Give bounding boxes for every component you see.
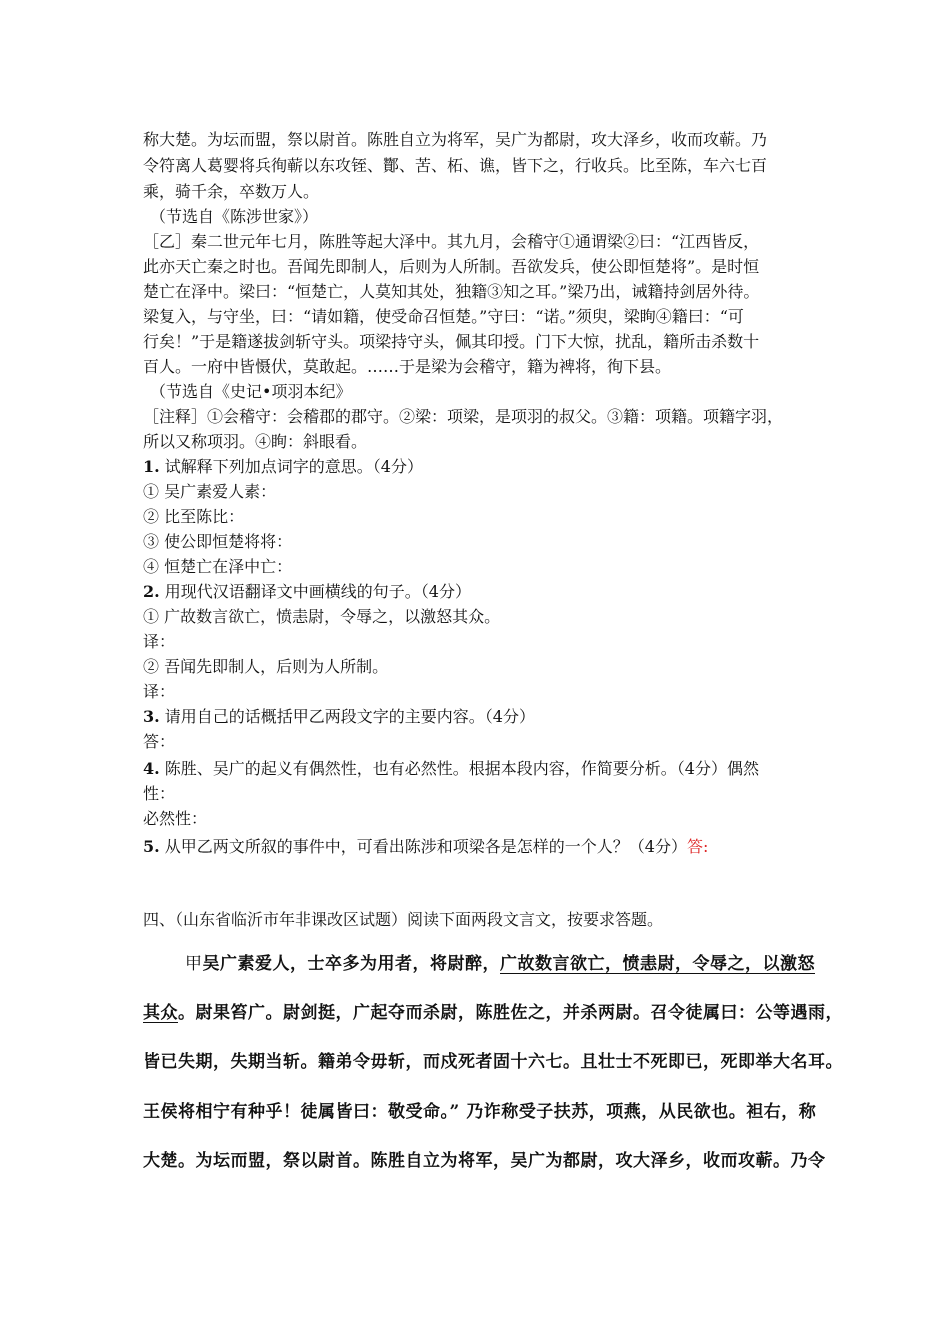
passage-a2-line-1-plain: 吴广素爱人，士卒多为用者，将尉醉， bbox=[202, 954, 500, 974]
passage-a-tail-line-1: 称大楚。为坛而盟，祭以尉首。陈胜自立为将军，吴广为都尉，攻大泽乡，收而攻蕲。乃 bbox=[143, 130, 768, 149]
question-3-text: 请用自己的话概括甲乙两段文字的主要内容。（4分） bbox=[159, 707, 535, 726]
question-2-number: 2. bbox=[143, 582, 160, 601]
question-2-translation-1: 译： bbox=[143, 632, 176, 651]
passage-a2-line-1-underlined: 广故数言欲亡，愤恚尉，令辱之，以激怒 bbox=[500, 954, 815, 974]
question-4-necessity: 必然性： bbox=[143, 809, 208, 828]
source-b: （节选自《史记•项羽本纪》 bbox=[150, 382, 352, 401]
question-2-translation-2: 译： bbox=[143, 682, 176, 701]
question-1-item-2: ② 比至陈比： bbox=[143, 507, 245, 526]
question-2-item-1: ① 广故数言欲亡，愤恚尉，令辱之，以激怒其众。 bbox=[143, 607, 501, 626]
notes-line-1: ［注释］①会稽守：会稽郡的郡守。②梁：项梁，是项羽的叔父。③籍：项籍。项籍字羽， bbox=[143, 407, 784, 426]
question-5 bbox=[143, 835, 708, 859]
question-5-number: 5. bbox=[143, 837, 160, 856]
question-3-number: 3. bbox=[143, 707, 160, 726]
question-1-number: 1. bbox=[143, 457, 160, 476]
question-2-text: 用现代汉语翻译文中画横线的句子。（4分） bbox=[159, 582, 471, 601]
question-1-text: 试解释下列加点词字的意思。（4分） bbox=[159, 457, 423, 476]
question-3-answer: 答： bbox=[143, 732, 176, 751]
passage-a2-line-2-underlined: 其众 bbox=[143, 1003, 178, 1023]
notes-line-2: 所以又称项羽。④眴：斜眼看。 bbox=[143, 432, 368, 451]
passage-a2-line-5: 大楚。为坛而盟，祭以尉首。陈胜自立为将军，吴广为都尉，攻大泽乡，收而攻蕲。乃令 bbox=[143, 1151, 826, 1171]
source-a: （节选自《陈涉世家》） bbox=[150, 207, 319, 226]
question-3 bbox=[143, 705, 535, 729]
passage-a2-line-1 bbox=[185, 951, 815, 977]
question-1-item-3: ③ 使公即恒楚将将： bbox=[143, 532, 293, 551]
passage-b-line-1: ［乙］秦二世元年七月，陈胜等起大泽中。其九月，会稽守①通谓梁②曰：“江西皆反， bbox=[143, 232, 760, 251]
question-5-text: 从甲乙两文所叙的事件中，可看出陈涉和项梁各是怎样的一个人？（4分） bbox=[159, 837, 687, 856]
passage-b-line-6: 百人。一府中皆慑伏，莫敢起。……于是梁为会稽守，籍为裨将，徇下县。 bbox=[143, 357, 672, 376]
section-4-heading: 四、（山东省临沂市年非课改区试题）阅读下面两段文言文，按要求答题。 bbox=[143, 910, 664, 929]
passage-b-line-4: 梁复入，与守坐，曰：“请如籍，使受命召恒楚。”守曰：“诺。”须臾，梁眴④籍曰：“可 bbox=[143, 307, 744, 326]
question-2-item-2: ② 吾闻先即制人，后则为人所制。 bbox=[143, 657, 389, 676]
question-1-item-4: ④ 恒楚亡在泽中亡： bbox=[143, 557, 293, 576]
question-4 bbox=[143, 757, 759, 781]
passage-a-tail-line-2: 令符离人葛婴将兵徇蕲以东攻铚、酇、苦、柘、谯，皆下之，行收兵。比至陈，车六七百 bbox=[143, 156, 768, 175]
question-4-text: 陈胜、吴广的起义有偶然性，也有必然性。根据本段内容，作简要分析。（4分）偶然 bbox=[159, 759, 759, 778]
passage-a-tail-line-3: 乘，骑千余，卒数万人。 bbox=[143, 182, 320, 201]
question-1 bbox=[143, 455, 423, 479]
passage-a2-line-2-plain: 。尉果笞广。尉剑挺，广起夺而杀尉，陈胜佐之，并杀两尉。召令徒属曰：公等遇雨， bbox=[178, 1003, 843, 1023]
passage-a2-line-3: 皆已失期，失期当斩。籍弟令毋斩，而戍死者固十六七。且壮士不死即已，死即举大名耳。 bbox=[143, 1052, 843, 1072]
question-1-item-1: ① 吴广素爱人素： bbox=[143, 482, 277, 501]
passage-a2-label: 甲 bbox=[185, 954, 203, 974]
question-4-chance: 性： bbox=[143, 784, 176, 803]
passage-b-line-5: 行矣！”于是籍遂拔剑斩守头。项梁持守头，佩其印授。门下大惊，扰乱，籍所击杀数十 bbox=[143, 332, 760, 351]
question-5-answer: 答: bbox=[686, 837, 709, 856]
passage-a2-line-2 bbox=[143, 1000, 843, 1026]
passage-b-line-3: 楚亡在泽中。梁曰：“恒楚亡，人莫知其处，独籍③知之耳。”梁乃出，诫籍持剑居外待。 bbox=[143, 282, 760, 301]
passage-a2-line-4: 王侯将相宁有种乎！徒属皆曰：敬受命。” 乃诈称受子扶苏，项燕，从民欲也。袒右，称 bbox=[143, 1102, 817, 1122]
question-4-number: 4. bbox=[143, 759, 160, 778]
passage-b-line-2: 此亦天亡秦之时也。吾闻先即制人，后则为人所制。吾欲发兵，使公即恒楚将”。是时恒 bbox=[143, 257, 760, 276]
question-2 bbox=[143, 580, 471, 604]
